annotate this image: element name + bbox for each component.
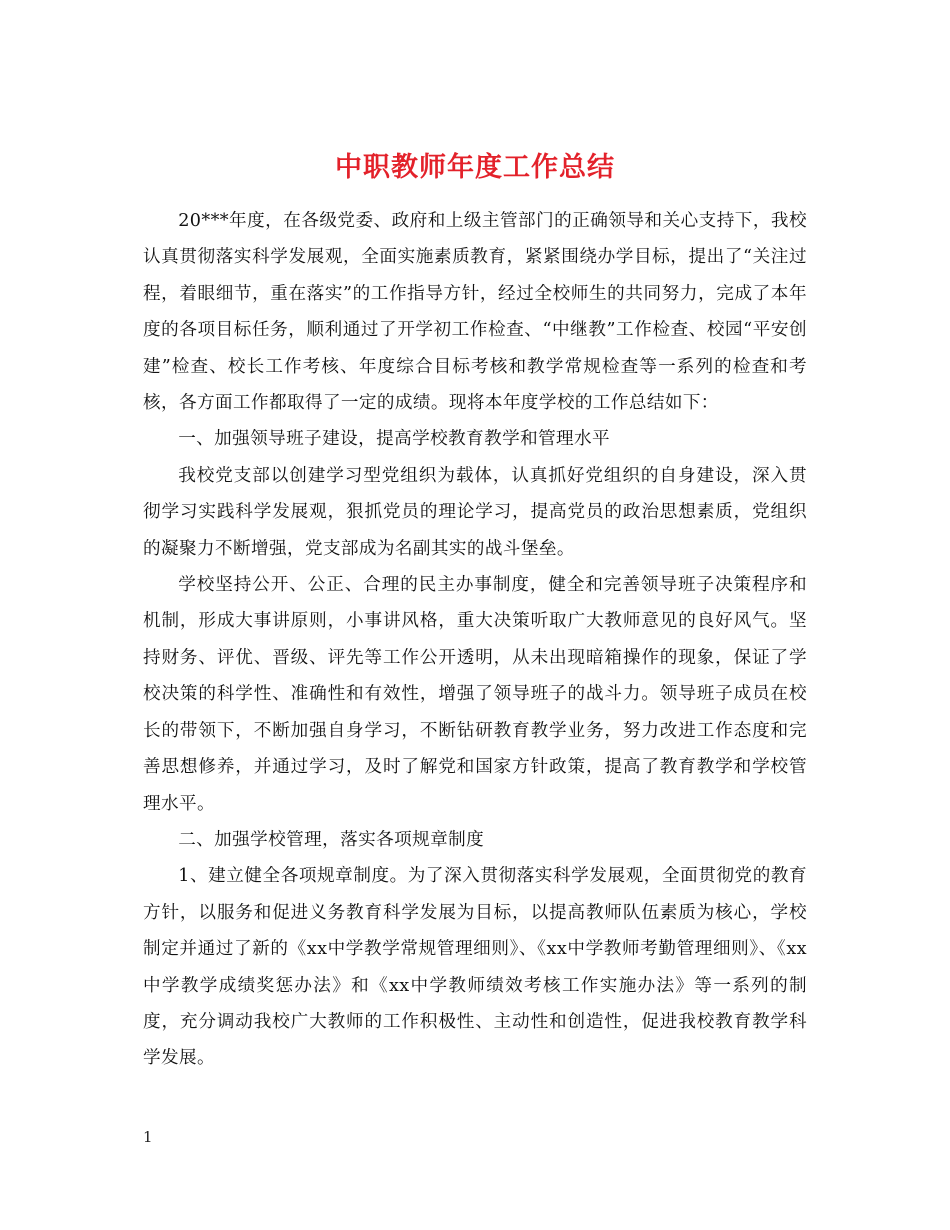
page-number: 1 — [143, 1128, 153, 1146]
section-heading-2: 二、加强学校管理，落实各项规章制度 — [178, 829, 485, 850]
paragraph-party-building: 我校党支部以创建学习型党组织为载体，认真抓好党组织的自身建设，深入贯彻学习实践科学发展观，狠抓党员的理论学习，提高党员的政治思想素质，党组织的凝聚力不断增强，党支部成为名副其实的战斗堡垒。 — [143, 465, 807, 559]
paragraph-rules-and-regulations: 1、建立健全各项规章制度。为了深入贯彻落实科学发展观，全面贯彻党的教育方针，以服务和促进义务教育科学发展为目标，以提高教师队伍素质为核心，学校制定并通过了新的《xx中学教学常规管理细则》、《xx中学教师考勤管理细则》、《xx中学教学成绩奖惩办法》和《xx中学教师绩效考核工作实施办法》等一系列的制度，充分调动我校广大教师的工作积极性、主动性和创造性，促进我校教育教学科学发展。 — [143, 866, 807, 1069]
paragraph-democratic-management: 学校坚持公开、公正、合理的民主办事制度，健全和完善领导班子决策程序和机制，形成大事讲原则，小事讲风格，重大决策听取广大教师意见的良好风气。坚持财务、评优、晋级、评先等工作公开透明，从未出现暗箱操作的现象，保证了学校决策的科学性、准确性和有效性，增强了领导班子的战斗力。领导班子成员在校长的带领下，不断加强自身学习，不断钻研教育教学业务，努力改进工作态度和完善思想修养，并通过学习，及时了解党和国家方针政策，提高了教育教学和学校管理水平。 — [143, 575, 807, 814]
paragraph-intro: 20***年度，在各级党委、政府和上级主管部门的正确领导和关心支持下，我校认真贯彻落实科学发展观，全面实施素质教育，紧紧围绕办学目标，提出了“关注过程，着眼细节，重在落实”的工作指导方针，经过全校师生的共同努力，完成了本年度的各项目标任务，顺利通过了开学初工作检查、“中继教”工作检查、校园“平安创建”检查、校长工作考核、年度综合目标考核和教学常规检查等一系列的检查和考核，各方面工作都取得了一定的成绩。现将本年度学校的工作总结如下： — [143, 211, 807, 414]
document-title: 中职教师年度工作总结 — [335, 152, 615, 184]
document-body — [143, 203, 807, 1077]
section-heading-1: 一、加强领导班子建设，提高学校教育教学和管理水平 — [178, 429, 611, 450]
